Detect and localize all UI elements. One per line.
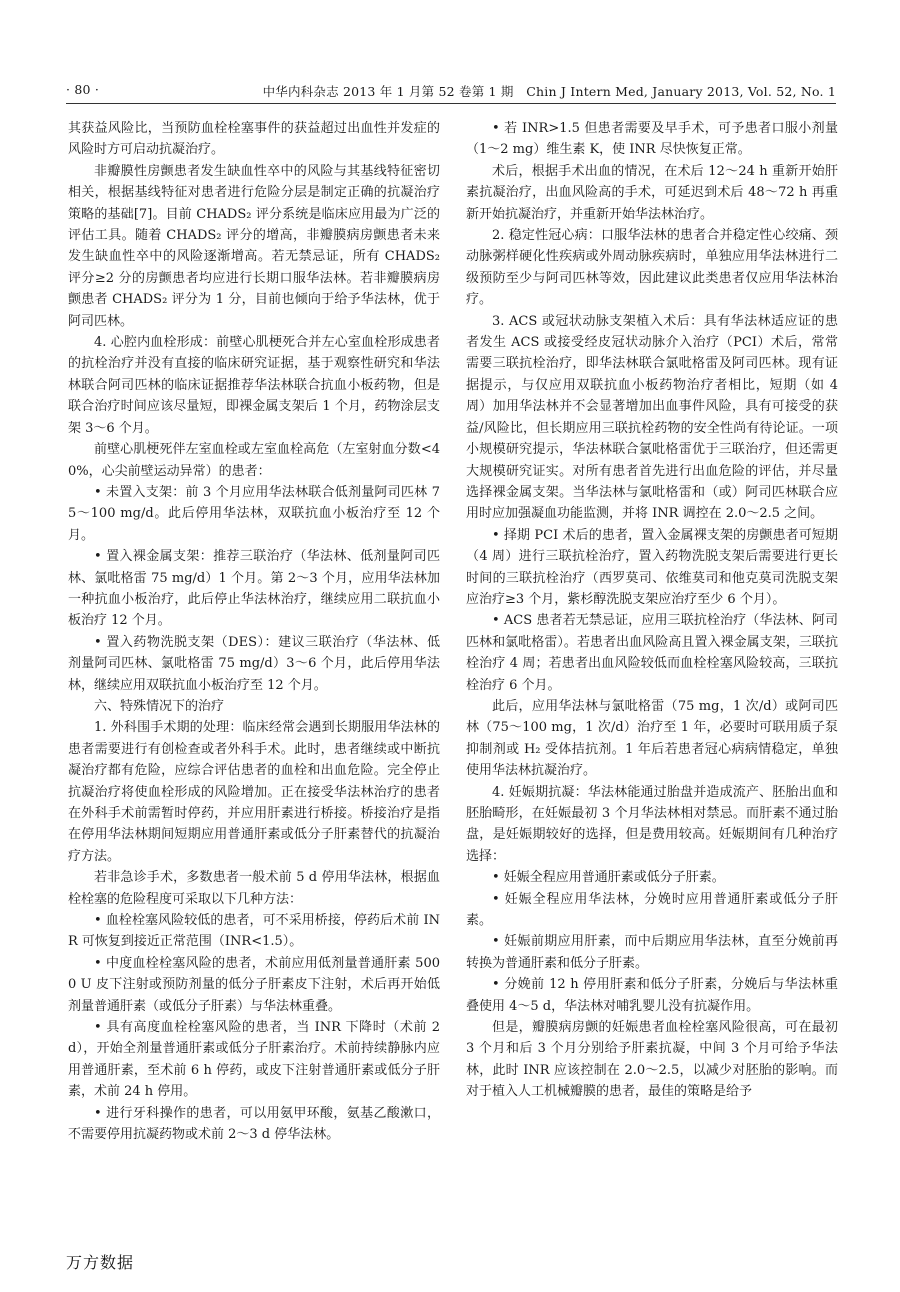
bullet-item: • 置入裸金属支架：推荐三联治疗（华法林、低剂量阿司匹林、氯吡格雷 75 mg/d）1 个月。第 2～3 个月，应用华法林加一种抗血小板治疗，此后停止华法林治疗，继续应用二联抗血小板治疗 12 个月。	[68, 549, 440, 629]
bullet-item: • 进行牙科操作的患者，可以用氨甲环酸，氨基乙酸漱口，不需要停用抗凝药物或术前 2～3 d 停华法林。	[68, 1105, 440, 1143]
database-watermark: 万方数据	[66, 1253, 135, 1272]
bullet-item: • ACS 患者若无禁忌证，应用三联抗栓治疗（华法林、阿司匹林和氯吡格雷）。若患者出血风险高且置入裸金属支架，三联抗栓治疗 4 周；若患者出血风险较低而血栓栓塞风险较高，三联抗栓治疗 6 个月。	[466, 613, 838, 693]
bullet-item: • 中度血栓栓塞风险的患者，术前应用低剂量普通肝素 5000 U 皮下注射或预防剂量的低分子肝素皮下注射，术后再开始低剂量普通肝素（或低分子肝素）与华法林重叠。	[68, 955, 440, 1014]
running-header	[66, 80, 836, 102]
bullet-item: • 择期 PCI 术后的患者，置入金属裸支架的房颤患者可短期（4 周）进行三联抗栓治疗，置入药物洗脱支架后需要进行更长时间的三联抗栓治疗（西罗莫司、依维莫司和他克莫司洗脱支架应治疗≥3 个月，紫杉醇洗脱支架应治疗至少 6 个月）。	[466, 527, 838, 607]
right-column	[466, 118, 838, 1103]
bullet-item: • 未置入支架：前 3 个月应用华法林联合低剂量阿司匹林 75～100 mg/d。此后停用华法林，双联抗血小板治疗至 12 个月。	[68, 484, 440, 543]
journal-citation-line: 中华内科杂志 2013 年 1 月第 52 卷第 1 期 Chin J Intern Med, January 2013, Vol. 52, No. 1	[262, 84, 836, 99]
paragraph: 非瓣膜性房颤患者发生缺血性卒中的风险与其基线特征密切相关，根据基线特征对患者进行危险分层是制定正确的抗凝治疗策略的基础[7]。目前 CHADS₂ 评分系统是临床应用最为广泛的评估工具。随着 CHADS₂ 评分的增高，非瓣膜病房颤患者未来发生缺血性卒中的风险逐渐增高。若无禁忌证，所有 CHADS₂ 评分≥2 分的房颤患者均应进行长期口服华法林。若非瓣膜病房颤患者 CHADS₂ 评分为 1 分，目前也倾向于给予华法林，优于阿司匹林。	[68, 163, 440, 329]
paragraph: 4. 妊娠期抗凝：华法林能通过胎盘并造成流产、胚胎出血和胚胎畸形，在妊娠最初 3 个月华法林相对禁忌。而肝素不通过胎盘，是妊娠期较好的选择，但是费用较高。妊娠期间有几种治疗选择：	[466, 784, 838, 864]
paragraph: 前壁心肌梗死伴左室血栓或左室血栓高危（左室射血分数<40%，心尖前壁运动异常）的患者：	[68, 442, 440, 479]
paragraph: 3. ACS 或冠状动脉支架植入术后：具有华法林适应证的患者发生 ACS 或接受经皮冠状动脉介入治疗（PCI）术后，常常需要三联抗栓治疗，即华法林联合氯吡格雷及阿司匹林。现有证据提示，与仅应用双联抗血小板药物治疗者相比，短期（如 4 周）加用华法林并不会显著增加出血事件风险，具有可接受的获益/风险比，但长期应用三联抗栓药物的安全性尚有待论证。一项小规模研究提示，华法林联合氯吡格雷优于三联治疗，但还需更大规模研究证实。对所有患者首先进行出血危险的评估，并尽量选择裸金属支架。当华法林与氯吡格雷和（或）阿司匹林联合应用时应加强凝血功能监测，并将 INR 调控在 2.0～2.5 之间。	[466, 313, 838, 522]
bullet-item: • 妊娠全程应用华法林，分娩时应用普通肝素或低分子肝素。	[466, 891, 838, 929]
bullet-item: • 分娩前 12 h 停用肝素和低分子肝素，分娩后与华法林重叠使用 4～5 d，华法林对哺乳婴儿没有抗凝作用。	[466, 977, 838, 1014]
paragraph: 2. 稳定性冠心病：口服华法林的患者合并稳定性心绞痛、颈动脉粥样硬化性疾病或外周动脉疾病时，单独应用华法林进行二级预防至少与阿司匹林等效，因此建议此类患者仅应用华法林治疗。	[466, 228, 838, 308]
paragraph: 其获益风险比，当预防血栓栓塞事件的获益超过出血性并发症的风险时方可启动抗凝治疗。	[68, 121, 440, 158]
page-number: · 80 ·	[66, 82, 99, 97]
left-column	[68, 118, 440, 1146]
paragraph: 此后，应用华法林与氯吡格雷（75 mg，1 次/d）或阿司匹林（75～100 mg，1 次/d）治疗至 1 年，必要时可联用质子泵抑制剂或 H₂ 受体拮抗剂。1 年后若患者冠心病病情稳定，单独使用华法林抗凝治疗。	[466, 698, 838, 779]
bullet-item: • 血栓栓塞风险较低的患者，可不采用桥接，停药后术前 INR 可恢复到接近正常范围（INR<1.5）。	[68, 913, 440, 950]
paragraph: 4. 心腔内血栓形成：前壁心肌梗死合并左心室血栓形成患者的抗栓治疗并没有直接的临床研究证据，基于观察性研究和华法林联合阿司匹林的临床证据推荐华法林联合抗血小板药物，但是联合治疗时间应该尽量短，即裸金属支架后 1 个月，药物涂层支架 3～6 个月。	[68, 335, 440, 436]
bullet-item: • 妊娠前期应用肝素，而中后期应用华法林，直至分娩前再转换为普通肝素和低分子肝素。	[466, 934, 838, 971]
header-divider	[66, 103, 836, 104]
bullet-item: • 若 INR>1.5 但患者需要及早手术，可予患者口服小剂量（1～2 mg）维生素 K，使 INR 尽快恢复正常。	[466, 121, 838, 158]
bullet-item: • 妊娠全程应用普通肝素或低分子肝素。	[492, 870, 725, 886]
section-heading: 六、特殊情况下的治疗	[94, 698, 225, 714]
paragraph: 但是，瓣膜病房颤的妊娠患者血栓栓塞风险很高，可在最初 3 个月和后 3 个月分别给予肝素抗凝，中间 3 个月可给予华法林，此时 INR 应该控制在 2.0～2.5，以减少对胚胎的影响。而对于植入人工机械瓣膜的患者，最佳的策略是给予	[466, 1020, 838, 1100]
bullet-item: • 具有高度血栓栓塞风险的患者，当 INR 下降时（术前 2 d），开始全剂量普通肝素或低分子肝素治疗。术前持续静脉内应用普通肝素，至术前 6 h 停药，或皮下注射普通肝素或低分子肝素，术前 24 h 停用。	[68, 1020, 440, 1100]
paragraph: 1. 外科围手术期的处理：临床经常会遇到长期服用华法林的患者需要进行有创检查或者外科手术。此时，患者继续或中断抗凝治疗都有危险，应综合评估患者的血栓和出血危险。完全停止抗凝治疗将使血栓形成的风险增加。正在接受华法林治疗的患者在外科手术前需暂时停药，并应用肝素进行桥接。桥接治疗是指在停用华法林期间短期应用普通肝素或低分子肝素替代的抗凝治疗方法。	[68, 720, 440, 864]
paragraph: 若非急诊手术，多数患者一般术前 5 d 停用华法林，根据血栓栓塞的危险程度可采取以下几种方法：	[68, 870, 440, 907]
bullet-item: • 置入药物洗脱支架（DES）：建议三联治疗（华法林、低剂量阿司匹林、氯吡格雷 75 mg/d）3～6 个月，此后停用华法林，继续应用双联抗血小板治疗至 12 个月。	[68, 634, 440, 693]
paragraph: 术后，根据手术出血的情况，在术后 12～24 h 重新开始肝素抗凝治疗，出血风险高的手术，可延迟到术后 48～72 h 再重新开始抗凝治疗，并重新开始华法林治疗。	[466, 163, 838, 222]
